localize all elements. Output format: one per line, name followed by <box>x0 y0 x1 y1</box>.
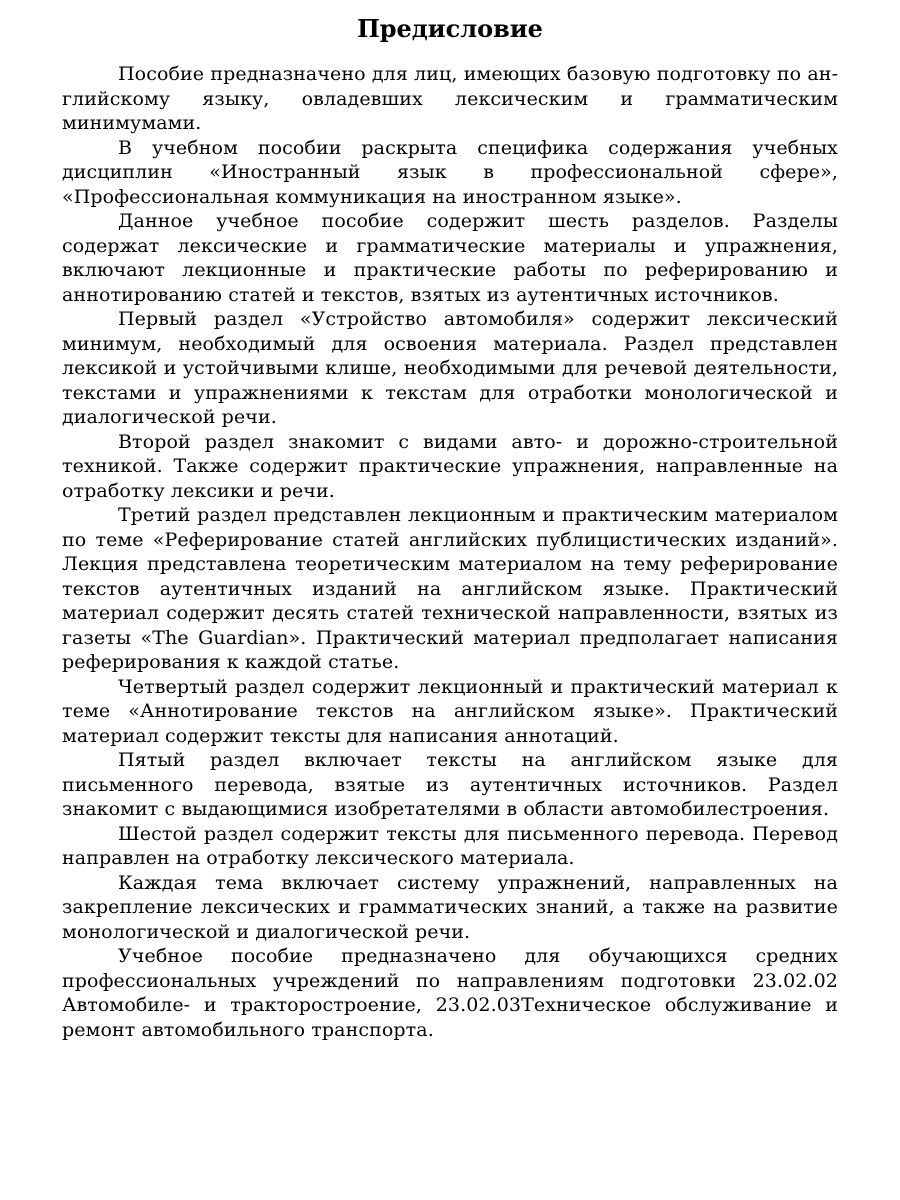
paragraph-2: В учебном пособии раскрыта специфика содержания учебных дисциплин «Иностранный язык в профессиональной сфере», «Профессиональная коммуникация на иностранном языке». <box>62 136 838 208</box>
preface-body <box>62 62 838 1042</box>
paragraph-5: Второй раздел знакомит с видами авто- и дорожно-строительной техникой. Также содержит практические упражнения, направленные на отработку лексики и речи. <box>62 430 838 502</box>
paragraph-7: Четвертый раздел содержит лекционный и практический материал к теме «Аннотирование текстов на английском языке». Практический материал содержит тексты для написания аннотаций. <box>62 675 838 747</box>
paragraph-4: Первый раздел «Устройство автомобиля» содержит лексический минимум, необходимый для освоения материала. Раздел представлен лексикой и устойчивыми клише, необходимыми для речевой деятельности, текстами и упражнениями к текстам для отработки монологической и диалогической речи. <box>62 308 838 428</box>
paragraph-11: Учебное пособие предназначено для обучающихся средних профессиональных учреждений по направлениям подготовки 23.02.02 Автомобиле- и тракторостроение, 23.02.03Техническое обслуживание и ремонт автомобильного транспорта. <box>62 945 838 1041</box>
paragraph-6: Третий раздел представлен лекционным и практическим материалом по теме «Реферирование статей английских публицистических изданий». Лекция представлена теоретическим материалом на тему реферирование текстов аутентичных изданий на английском языке. Практический материал содержит десять статей технической направленности, взятых из газеты «The Guardian». Практический материал предполагает написания реферирования к каждой статье. <box>62 504 838 673</box>
paragraph-9: Шестой раздел содержит тексты для письменного перевода. Перевод направлен на отработку лексического материала. <box>62 822 838 869</box>
paragraph-8: Пятый раздел включает тексты на английском языке для письменного перевода, взятые из аутентичных источников. Раздел знакомит с выдающимися изобретателями в области автомобилестроения. <box>62 749 838 820</box>
paragraph-1: Пособие предназначено для лиц, имеющих базовую подготовку по английскому языку, овладевших лексическим и грамматическим минимумами. <box>62 63 838 134</box>
paragraph-10: Каждая тема включает систему упражнений, направленных на закрепление лексических и грамматических знаний, а также на развитие монологической и диалогической речи. <box>62 871 838 943</box>
page-title: Предисловие <box>357 14 543 43</box>
paragraph-3: Данное учебное пособие содержит шесть разделов. Разделы содержат лексические и грамматические материалы и упражнения, включают лекционные и практические работы по реферированию и аннотированию статей и текстов, взятых из аутентичных источников. <box>62 210 838 306</box>
